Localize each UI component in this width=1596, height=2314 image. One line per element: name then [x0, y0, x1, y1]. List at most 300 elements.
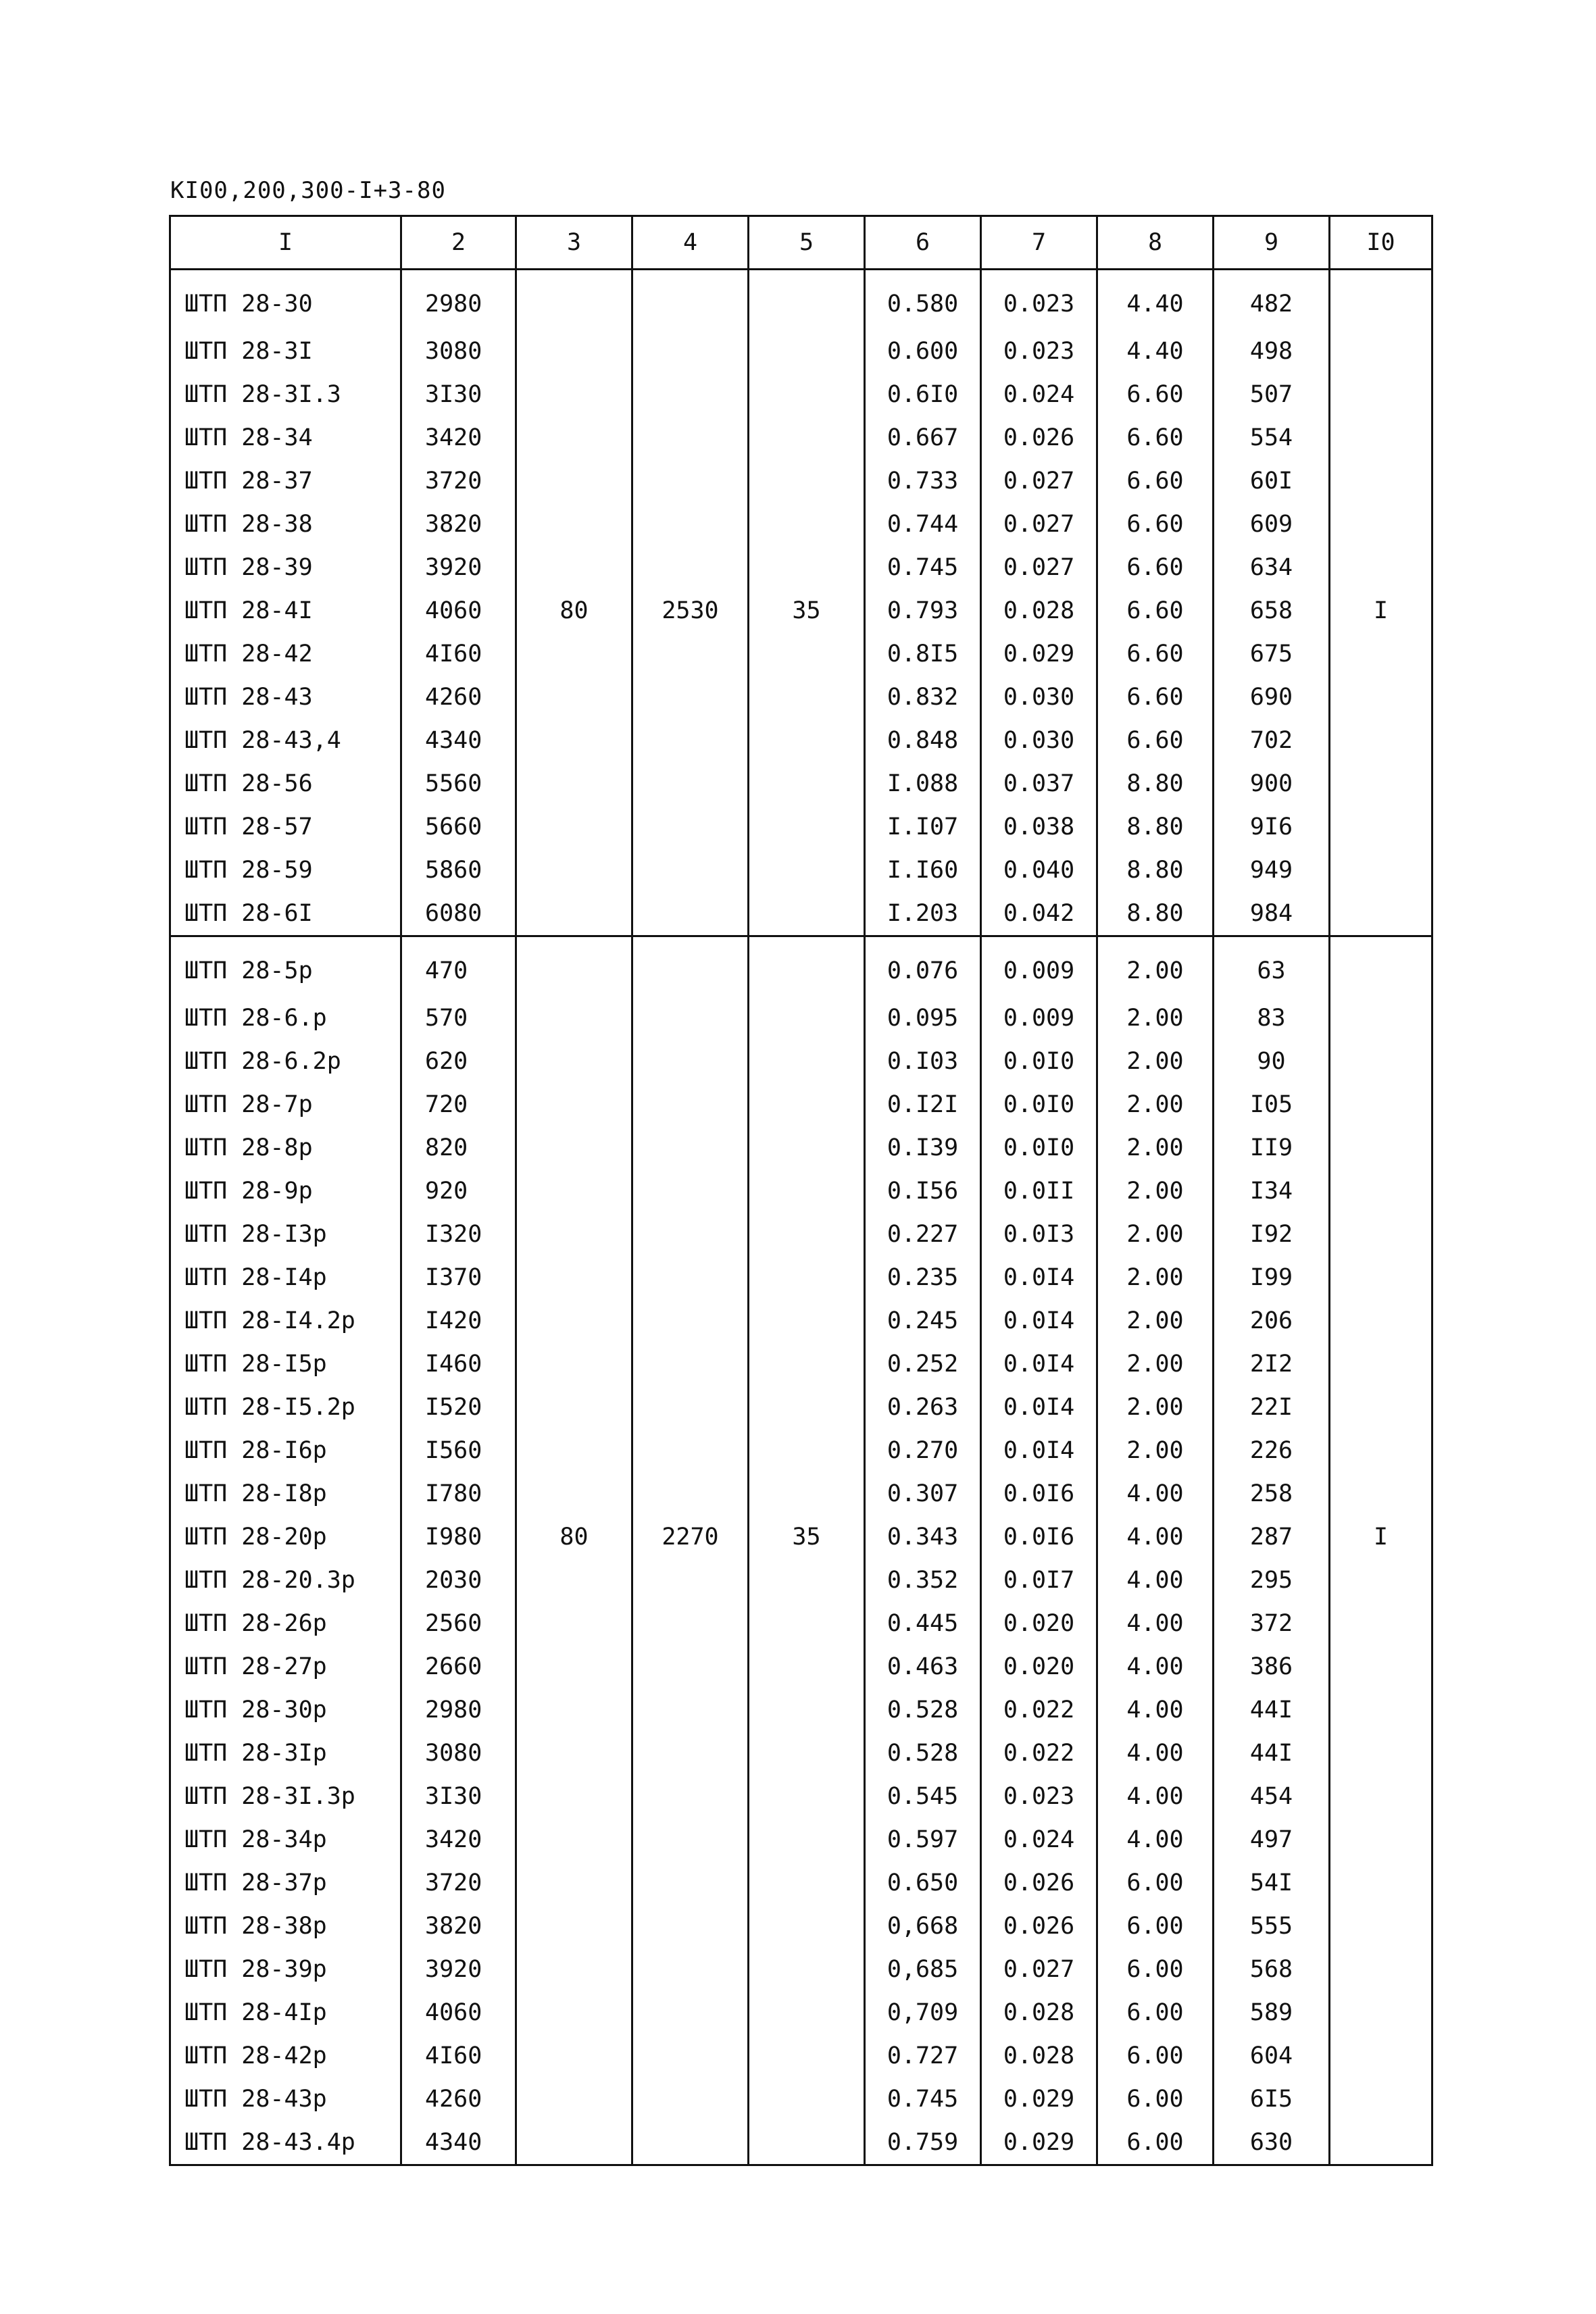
- cell-mass-steel: 6.60: [1097, 459, 1214, 503]
- cell-col10: [1330, 1688, 1432, 1732]
- cell-volume: I.I07: [865, 805, 981, 849]
- cell-col3: [516, 330, 632, 373]
- cell-col5: [749, 373, 865, 416]
- cell-length: 2660: [401, 1645, 516, 1688]
- cell-length: 570: [401, 997, 516, 1040]
- cell-col5: [749, 1818, 865, 1861]
- cell-col5: 35: [749, 589, 865, 632]
- cell-mass-steel: 6.60: [1097, 632, 1214, 676]
- cell-volume: 0.343: [865, 1515, 981, 1559]
- cell-mass-steel: 4.00: [1097, 1688, 1214, 1732]
- cell-col10: [1330, 1429, 1432, 1472]
- cell-mass-steel: 6.00: [1097, 2034, 1214, 2078]
- cell-mass: 54I: [1214, 1861, 1330, 1905]
- cell-col10: I: [1330, 1515, 1432, 1559]
- cell-designation: ШТП 28-3Iр: [170, 1732, 401, 1775]
- cell-mass: 482: [1214, 270, 1330, 330]
- cell-col3: [516, 762, 632, 805]
- table-row: [170, 1083, 1432, 1126]
- cell-mass: 372: [1214, 1602, 1330, 1645]
- table-row: [170, 719, 1432, 762]
- cell-steel: 0.027: [981, 1948, 1097, 1991]
- cell-steel: 0.023: [981, 1775, 1097, 1818]
- cell-steel: 0.0I6: [981, 1472, 1097, 1515]
- table-group: [170, 936, 1432, 2165]
- cell-volume: 0.263: [865, 1386, 981, 1429]
- cell-col10: [1330, 1732, 1432, 1775]
- cell-col5: [749, 1861, 865, 1905]
- cell-designation: ШТП 28-3I.3р: [170, 1775, 401, 1818]
- cell-designation: ШТП 28-30р: [170, 1688, 401, 1732]
- cell-length: 5660: [401, 805, 516, 849]
- cell-mass: 6I5: [1214, 2078, 1330, 2121]
- col-header-9: 9: [1214, 216, 1330, 270]
- cell-mass: 287: [1214, 1515, 1330, 1559]
- cell-volume: 0.759: [865, 2121, 981, 2165]
- cell-mass-steel: 6.60: [1097, 373, 1214, 416]
- cell-col10: [1330, 719, 1432, 762]
- cell-volume: 0.I56: [865, 1169, 981, 1213]
- cell-col5: [749, 719, 865, 762]
- table-row: [170, 1213, 1432, 1256]
- table-row: [170, 632, 1432, 676]
- cell-col10: [1330, 1040, 1432, 1083]
- cell-col10: [1330, 373, 1432, 416]
- cell-col3: [516, 849, 632, 892]
- cell-designation: ШТП 28-6.2р: [170, 1040, 401, 1083]
- cell-length: 5560: [401, 762, 516, 805]
- cell-col5: [749, 1602, 865, 1645]
- cell-length: I460: [401, 1342, 516, 1386]
- cell-volume: 0.832: [865, 676, 981, 719]
- cell-col5: [749, 1299, 865, 1342]
- cell-col5: [749, 503, 865, 546]
- table-row: [170, 1040, 1432, 1083]
- table-row: [170, 936, 1432, 997]
- cell-volume: 0.745: [865, 546, 981, 589]
- cell-col4: 2270: [632, 1515, 749, 1559]
- cell-col5: [749, 936, 865, 997]
- cell-designation: ШТП 28-43,4: [170, 719, 401, 762]
- cell-length: I420: [401, 1299, 516, 1342]
- cell-steel: 0.0I4: [981, 1299, 1097, 1342]
- col-header-7: 7: [981, 216, 1097, 270]
- cell-col4: [632, 762, 749, 805]
- cell-designation: ШТП 28-59: [170, 849, 401, 892]
- cell-col5: [749, 1169, 865, 1213]
- cell-mass: I05: [1214, 1083, 1330, 1126]
- cell-col3: [516, 1559, 632, 1602]
- cell-length: 820: [401, 1126, 516, 1169]
- cell-designation: ШТП 28-34: [170, 416, 401, 459]
- cell-length: I370: [401, 1256, 516, 1299]
- cell-designation: ШТП 28-I4р: [170, 1256, 401, 1299]
- table-row: [170, 1299, 1432, 1342]
- cell-mass: 258: [1214, 1472, 1330, 1515]
- cell-col5: [749, 2121, 865, 2165]
- col-header-3: 3: [516, 216, 632, 270]
- cell-designation: ШТП 28-26р: [170, 1602, 401, 1645]
- cell-mass-steel: 6.00: [1097, 2121, 1214, 2165]
- cell-mass-steel: 4.00: [1097, 1775, 1214, 1818]
- cell-mass-steel: 6.00: [1097, 1991, 1214, 2034]
- cell-designation: ШТП 28-43.4р: [170, 2121, 401, 2165]
- cell-mass: 83: [1214, 997, 1330, 1040]
- cell-col3: [516, 1948, 632, 1991]
- cell-mass-steel: 4.00: [1097, 1732, 1214, 1775]
- cell-mass-steel: 2.00: [1097, 1256, 1214, 1299]
- table-row: [170, 2034, 1432, 2078]
- cell-col5: [749, 1559, 865, 1602]
- cell-mass-steel: 2.00: [1097, 1386, 1214, 1429]
- cell-col3: [516, 1299, 632, 1342]
- cell-col3: [516, 1213, 632, 1256]
- cell-col3: [516, 1991, 632, 2034]
- cell-mass: 568: [1214, 1948, 1330, 1991]
- cell-steel: 0.029: [981, 2078, 1097, 2121]
- table-row: [170, 270, 1432, 330]
- cell-col10: [1330, 1818, 1432, 1861]
- cell-col10: [1330, 1472, 1432, 1515]
- cell-col4: [632, 1169, 749, 1213]
- table-row: [170, 1905, 1432, 1948]
- cell-volume: 0.352: [865, 1559, 981, 1602]
- cell-length: 3I30: [401, 1775, 516, 1818]
- table-row: [170, 1559, 1432, 1602]
- cell-col4: [632, 459, 749, 503]
- cell-steel: 0.022: [981, 1688, 1097, 1732]
- cell-mass-steel: 2.00: [1097, 1213, 1214, 1256]
- cell-steel: 0.0I4: [981, 1342, 1097, 1386]
- cell-col5: [749, 805, 865, 849]
- cell-mass: 226: [1214, 1429, 1330, 1472]
- table-row: [170, 330, 1432, 373]
- cell-col4: [632, 1386, 749, 1429]
- cell-volume: I.I60: [865, 849, 981, 892]
- cell-mass: I92: [1214, 1213, 1330, 1256]
- cell-col3: [516, 1083, 632, 1126]
- cell-col4: [632, 632, 749, 676]
- cell-volume: 0.235: [865, 1256, 981, 1299]
- cell-mass-steel: 6.60: [1097, 676, 1214, 719]
- cell-col5: [749, 1688, 865, 1732]
- cell-length: 4260: [401, 2078, 516, 2121]
- table-row: [170, 1386, 1432, 1429]
- cell-col4: [632, 1299, 749, 1342]
- table-row: [170, 762, 1432, 805]
- cell-length: I980: [401, 1515, 516, 1559]
- cell-col3: [516, 719, 632, 762]
- cell-volume: 0.307: [865, 1472, 981, 1515]
- cell-col10: [1330, 416, 1432, 459]
- cell-col4: [632, 1429, 749, 1472]
- cell-col3: [516, 1342, 632, 1386]
- cell-length: 3I30: [401, 373, 516, 416]
- cell-mass-steel: 2.00: [1097, 936, 1214, 997]
- cell-col10: [1330, 1256, 1432, 1299]
- header-row: [170, 216, 1432, 270]
- cell-col4: [632, 1861, 749, 1905]
- spec-table: [169, 215, 1433, 2166]
- cell-steel: 0.028: [981, 1991, 1097, 2034]
- cell-col4: [632, 1040, 749, 1083]
- cell-length: 4340: [401, 719, 516, 762]
- cell-col4: [632, 1818, 749, 1861]
- cell-col10: [1330, 1342, 1432, 1386]
- cell-length: 2560: [401, 1602, 516, 1645]
- cell-col10: [1330, 1213, 1432, 1256]
- cell-designation: ШТП 28-4I: [170, 589, 401, 632]
- cell-mass: 63: [1214, 936, 1330, 997]
- cell-col4: [632, 1645, 749, 1688]
- cell-designation: ШТП 28-34р: [170, 1818, 401, 1861]
- table-row: [170, 1732, 1432, 1775]
- cell-col3: [516, 1818, 632, 1861]
- cell-col4: [632, 546, 749, 589]
- cell-volume: 0.445: [865, 1602, 981, 1645]
- cell-col10: [1330, 1083, 1432, 1126]
- cell-mass: 949: [1214, 849, 1330, 892]
- cell-col3: [516, 805, 632, 849]
- cell-col5: [749, 1472, 865, 1515]
- cell-length: 4340: [401, 2121, 516, 2165]
- document-code: КI00,200,300-I+3-80: [170, 177, 446, 204]
- cell-col10: [1330, 1861, 1432, 1905]
- cell-volume: 0.270: [865, 1429, 981, 1472]
- cell-col10: [1330, 1386, 1432, 1429]
- cell-col3: [516, 676, 632, 719]
- table-row: [170, 1515, 1432, 1559]
- cell-length: 3080: [401, 330, 516, 373]
- cell-length: 3720: [401, 1861, 516, 1905]
- cell-designation: ШТП 28-6I: [170, 892, 401, 936]
- cell-col4: [632, 416, 749, 459]
- cell-steel: 0.028: [981, 589, 1097, 632]
- cell-col4: [632, 330, 749, 373]
- cell-mass: 9I6: [1214, 805, 1330, 849]
- cell-designation: ШТП 28-I8р: [170, 1472, 401, 1515]
- cell-steel: 0.030: [981, 719, 1097, 762]
- cell-steel: 0.0I6: [981, 1515, 1097, 1559]
- cell-mass: I99: [1214, 1256, 1330, 1299]
- cell-col5: [749, 1213, 865, 1256]
- table-row: [170, 546, 1432, 589]
- cell-mass: 675: [1214, 632, 1330, 676]
- cell-col10: [1330, 676, 1432, 719]
- cell-col4: [632, 503, 749, 546]
- cell-mass: 498: [1214, 330, 1330, 373]
- cell-steel: 0.009: [981, 936, 1097, 997]
- cell-col10: [1330, 805, 1432, 849]
- table-row: [170, 1169, 1432, 1213]
- cell-designation: ШТП 28-20.3р: [170, 1559, 401, 1602]
- cell-mass: 295: [1214, 1559, 1330, 1602]
- cell-mass: 497: [1214, 1818, 1330, 1861]
- cell-col4: [632, 2034, 749, 2078]
- cell-length: 470: [401, 936, 516, 997]
- cell-steel: 0.030: [981, 676, 1097, 719]
- cell-length: 4060: [401, 589, 516, 632]
- cell-steel: 0.023: [981, 330, 1097, 373]
- cell-designation: ШТП 28-39: [170, 546, 401, 589]
- cell-length: 4060: [401, 1991, 516, 2034]
- cell-volume: 0.580: [865, 270, 981, 330]
- cell-col5: [749, 1732, 865, 1775]
- cell-volume: 0.667: [865, 416, 981, 459]
- cell-col4: [632, 270, 749, 330]
- cell-col10: [1330, 997, 1432, 1040]
- col-header-6: 6: [865, 216, 981, 270]
- cell-designation: ШТП 28-4Iр: [170, 1991, 401, 2034]
- cell-col4: [632, 936, 749, 997]
- cell-col5: [749, 330, 865, 373]
- cell-col10: [1330, 1645, 1432, 1688]
- table-row: [170, 1688, 1432, 1732]
- cell-length: 4260: [401, 676, 516, 719]
- cell-col3: [516, 892, 632, 936]
- cell-col3: [516, 546, 632, 589]
- cell-mass-steel: 6.60: [1097, 719, 1214, 762]
- cell-designation: ШТП 28-57: [170, 805, 401, 849]
- cell-mass-steel: 6.60: [1097, 589, 1214, 632]
- cell-designation: ШТП 28-43: [170, 676, 401, 719]
- cell-col4: [632, 1688, 749, 1732]
- table-row: [170, 1342, 1432, 1386]
- cell-length: 3920: [401, 1948, 516, 1991]
- cell-designation: ШТП 28-42р: [170, 2034, 401, 2078]
- cell-col3: [516, 1429, 632, 1472]
- cell-col10: [1330, 936, 1432, 997]
- cell-mass-steel: 4.00: [1097, 1645, 1214, 1688]
- cell-designation: ШТП 28-37р: [170, 1861, 401, 1905]
- cell-volume: 0.528: [865, 1732, 981, 1775]
- cell-mass-steel: 4.00: [1097, 1515, 1214, 1559]
- cell-mass: 22I: [1214, 1386, 1330, 1429]
- cell-col4: [632, 892, 749, 936]
- cell-mass-steel: 6.00: [1097, 1861, 1214, 1905]
- table-row: [170, 1645, 1432, 1688]
- cell-mass: 90: [1214, 1040, 1330, 1083]
- cell-col4: [632, 1256, 749, 1299]
- cell-col10: [1330, 546, 1432, 589]
- cell-designation: ШТП 28-7р: [170, 1083, 401, 1126]
- cell-volume: 0.597: [865, 1818, 981, 1861]
- table-row: [170, 1775, 1432, 1818]
- cell-col10: [1330, 2034, 1432, 2078]
- cell-steel: 0.0II: [981, 1169, 1097, 1213]
- cell-mass: 386: [1214, 1645, 1330, 1688]
- cell-steel: 0.029: [981, 2121, 1097, 2165]
- table-row: [170, 1256, 1432, 1299]
- cell-mass: 630: [1214, 2121, 1330, 2165]
- cell-mass-steel: 8.80: [1097, 849, 1214, 892]
- cell-designation: ШТП 28-43р: [170, 2078, 401, 2121]
- cell-designation: ШТП 28-38р: [170, 1905, 401, 1948]
- cell-mass-steel: 4.00: [1097, 1602, 1214, 1645]
- cell-steel: 0.026: [981, 1905, 1097, 1948]
- cell-steel: 0.027: [981, 459, 1097, 503]
- cell-col4: [632, 1905, 749, 1948]
- cell-volume: 0,709: [865, 1991, 981, 2034]
- cell-designation: ШТП 28-37: [170, 459, 401, 503]
- cell-mass: 44I: [1214, 1732, 1330, 1775]
- cell-col5: [749, 892, 865, 936]
- cell-steel: 0.022: [981, 1732, 1097, 1775]
- cell-volume: 0.I2I: [865, 1083, 981, 1126]
- cell-mass-steel: 6.00: [1097, 1905, 1214, 1948]
- cell-col5: [749, 2034, 865, 2078]
- cell-volume: 0.745: [865, 2078, 981, 2121]
- table-row: [170, 373, 1432, 416]
- cell-mass-steel: 6.60: [1097, 546, 1214, 589]
- cell-designation: ШТП 28-8р: [170, 1126, 401, 1169]
- cell-length: I560: [401, 1429, 516, 1472]
- cell-col10: [1330, 503, 1432, 546]
- table-row: [170, 1948, 1432, 1991]
- cell-length: 3920: [401, 546, 516, 589]
- table-row: [170, 2121, 1432, 2165]
- cell-mass-steel: 4.00: [1097, 1559, 1214, 1602]
- cell-col10: [1330, 2121, 1432, 2165]
- cell-col5: [749, 1429, 865, 1472]
- cell-col4: [632, 1559, 749, 1602]
- cell-length: 5860: [401, 849, 516, 892]
- cell-volume: 0,668: [865, 1905, 981, 1948]
- cell-designation: ШТП 28-30: [170, 270, 401, 330]
- cell-steel: 0.024: [981, 373, 1097, 416]
- cell-designation: ШТП 28-I3р: [170, 1213, 401, 1256]
- cell-designation: ШТП 28-3I.3: [170, 373, 401, 416]
- cell-length: I520: [401, 1386, 516, 1429]
- cell-mass-steel: 2.00: [1097, 1169, 1214, 1213]
- cell-volume: 0.I03: [865, 1040, 981, 1083]
- cell-mass-steel: 6.60: [1097, 503, 1214, 546]
- cell-designation: ШТП 28-9р: [170, 1169, 401, 1213]
- cell-col3: [516, 270, 632, 330]
- cell-length: 3820: [401, 503, 516, 546]
- cell-col5: [749, 632, 865, 676]
- cell-col3: [516, 1602, 632, 1645]
- cell-steel: 0.009: [981, 997, 1097, 1040]
- col-header-5: 5: [749, 216, 865, 270]
- cell-volume: 0.245: [865, 1299, 981, 1342]
- table-row: [170, 1126, 1432, 1169]
- cell-mass: I34: [1214, 1169, 1330, 1213]
- cell-mass-steel: 8.80: [1097, 805, 1214, 849]
- cell-col5: [749, 546, 865, 589]
- cell-length: 4I60: [401, 2034, 516, 2078]
- cell-col3: [516, 936, 632, 997]
- cell-mass: 702: [1214, 719, 1330, 762]
- cell-designation: ШТП 28-56: [170, 762, 401, 805]
- cell-volume: I.088: [865, 762, 981, 805]
- cell-col10: [1330, 1948, 1432, 1991]
- cell-col4: [632, 1602, 749, 1645]
- table-row: [170, 503, 1432, 546]
- cell-length: 3080: [401, 1732, 516, 1775]
- cell-col10: [1330, 1905, 1432, 1948]
- cell-col3: [516, 416, 632, 459]
- cell-col4: [632, 1775, 749, 1818]
- cell-volume: 0.095: [865, 997, 981, 1040]
- cell-col4: [632, 805, 749, 849]
- cell-mass: 604: [1214, 2034, 1330, 2078]
- cell-col3: [516, 2121, 632, 2165]
- cell-length: 4I60: [401, 632, 516, 676]
- cell-mass-steel: 6.60: [1097, 416, 1214, 459]
- cell-col5: [749, 1126, 865, 1169]
- cell-volume: 0.600: [865, 330, 981, 373]
